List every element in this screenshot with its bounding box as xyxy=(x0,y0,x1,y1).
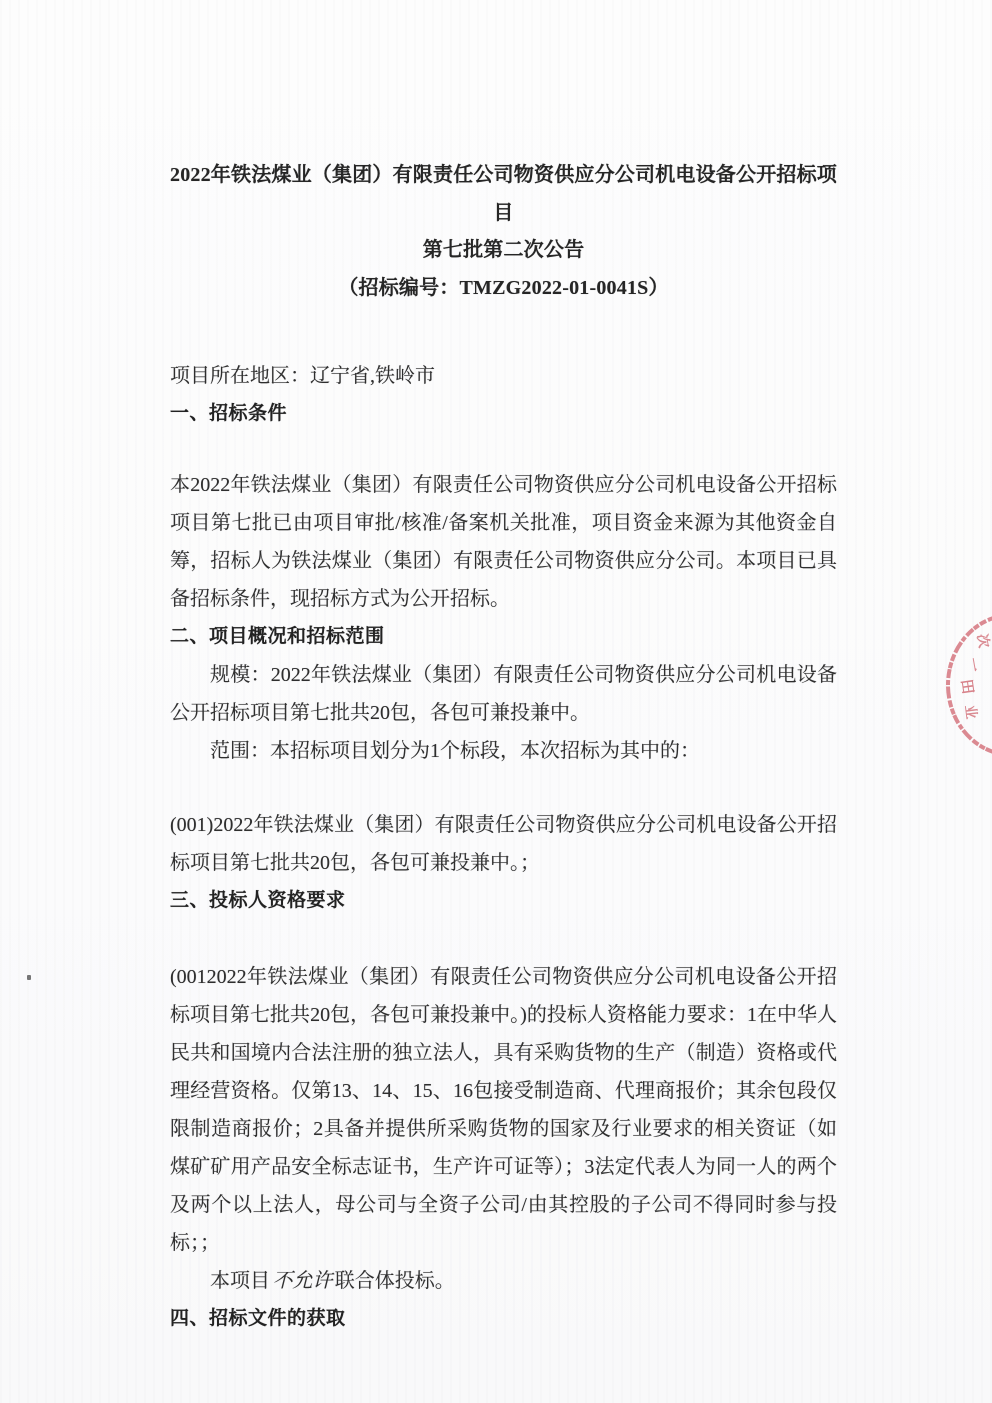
company-seal xyxy=(942,612,992,762)
doc-title-line1: 2022年铁法煤业（集团）有限责任公司物资供应分公司机电设备公开招标项目 xyxy=(170,164,837,224)
scan-speck xyxy=(27,975,31,980)
section1-body-paragraph: 本2022年铁法煤业（集团）有限责任公司物资供应分公司机电设备公开招标项目第七批已由项目审批/核准/备案机关批准，项目资金来源为其他资金自筹，招标人为铁法煤业（集团）有限责任公司物资供应分公司。本项目已具备招标条件，现招标方式为公开招标。 xyxy=(170,474,837,610)
consortium-suffix: 联合体投标。 xyxy=(334,1270,455,1292)
consortium-emphasis: 不允许 xyxy=(272,1270,333,1292)
scale-paragraph: 规模：2022年铁法煤业（集团）有限责任公司物资供应分公司机电设备公开招标项目第七批共20包，各包可兼投兼中。 xyxy=(170,664,837,724)
lot-001-paragraph: (001)2022年铁法煤业（集团）有限责任公司物资供应分公司机电设备公开招标项目第七批共20包，各包可兼投兼中。； xyxy=(170,814,837,874)
section3-heading: 三、投标人资格要求 xyxy=(170,890,346,911)
section4-heading: 四、招标文件的获取 xyxy=(170,1308,346,1329)
consortium-prefix: 本项目 xyxy=(210,1270,270,1292)
seal-glyph-3: 田 xyxy=(957,678,976,696)
seal-glyph-2: 一 xyxy=(963,656,981,674)
section1-heading: 一、招标条件 xyxy=(170,403,288,424)
seal-glyph-1: 次 xyxy=(973,632,991,650)
project-location-line: 项目所在地区：辽宁省,铁岭市 xyxy=(170,365,435,387)
document-content xyxy=(170,157,837,1338)
section2-heading: 二、项目概况和招标范围 xyxy=(170,626,385,647)
doc-title-line2: 第七批第二次公告 xyxy=(422,239,585,261)
scope-paragraph: 范围：本招标项目划分为1个标段，本次招标为其中的： xyxy=(210,740,700,762)
bid-number-line: （招标编号：TMZG2022-01-0041S） xyxy=(338,276,669,299)
seal-glyph-4: 业 xyxy=(961,704,979,721)
qualification-paragraph: (0012022年铁法煤业（集团）有限责任公司物资供应分公司机电设备公开招标项目第七批共20包，各包可兼投兼中。)的投标人资格能力要求：1在中华人民共和国境内合法注册的独立法人，具有采购货物的生产（制造）资格或代理经营资格。仅第13、14、15、16包接受制造商、代理商报价；其余包段仅限制造商报价；2具备并提供所采购货物的国家及行业要求的相关资证（如煤矿矿用产品安全标志证书，生产许可证等）；3法定代表人为同一人的两个及两个以上法人，母公司与全资子公司/由其控股的子公司不得同时参与投标；； xyxy=(170,966,837,1254)
consortium-line xyxy=(170,1262,837,1300)
